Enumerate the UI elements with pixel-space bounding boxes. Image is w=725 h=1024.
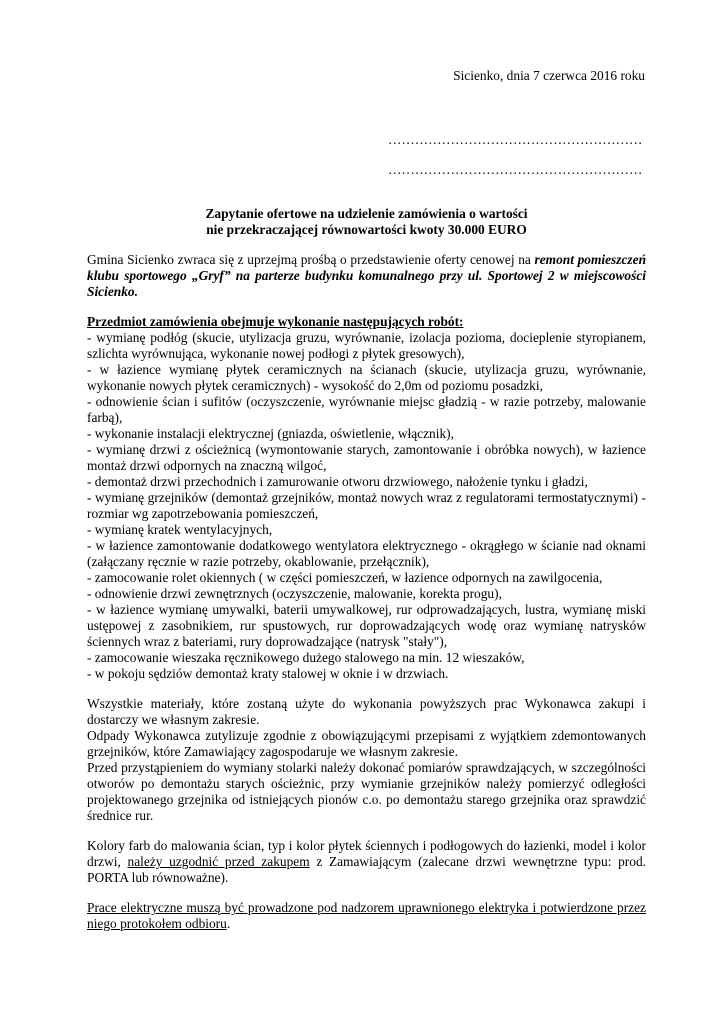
scope-line: - odnowienie drzwi zewnętrznych (oczyszczenie, malowanie, korekta progu),	[87, 586, 502, 601]
colors-line-1: Kolory farb do malowania ścian, typ i kolor płytek ściennych i podłogowych do łazienki, model i kolor	[87, 838, 646, 853]
electrical-line-2-tail: .	[226, 916, 231, 931]
intro-line-3: Sicienko.	[87, 284, 138, 299]
electrical-line-2-underlined: niego protokołem odbioru	[87, 916, 227, 931]
colors-line-2-start: drzwi,	[87, 854, 128, 869]
intro-line-2: klubu sportowego „Gryf” na parterze budynku komunalnego przy ul. Sportowej 2 w miejscowości	[87, 268, 646, 283]
scope-line: - zamocowanie wieszaka ręcznikowego dużego stalowego na min. 12 wieszaków,	[87, 650, 525, 665]
scope-line: farbą),	[87, 410, 123, 425]
scope-line: wykonanie nowych płytek ceramicznych) - wysokość do 2,0m od poziomu posadzki,	[87, 378, 543, 393]
scope-line: - wymianę kratek wentylacyjnych,	[87, 522, 273, 537]
materials-line: projektowanego grzejnika od istniejących pionów c.o. po demontażu starego grzejnika oraz sprawdzić	[87, 792, 646, 807]
title-line-1: Zapytanie ofertowe na udzielenie zamówienia o wartości	[205, 206, 528, 221]
electrical-line-1: Prace elektryczne muszą być prowadzone pod nadzorem uprawnionego elektryka i potwierdzone przez	[87, 900, 646, 915]
materials-line: Wszystkie materiały, które zostaną użyte do wykonania powyższych prac Wykonawca zakupi i	[87, 696, 646, 711]
materials-line: Odpady Wykonawca zutylizuje zgodnie z obowiązującymi przepisami z wyjątkiem zdemontowanych	[87, 728, 646, 743]
scope-line: szlichta wyrównująca, wykonanie nowej podłogi z płytek gresowych),	[87, 346, 465, 361]
scope-line: - w łazience wymianę umywalki, baterii umywalkowej, rur odprowadzających, lustra, wymianę miski	[87, 602, 646, 617]
scope-line: - wymianę grzejników (demontaż grzejników, montaż nowych wraz z regulatorami termostatycznymi) -	[87, 490, 646, 505]
colors-line-3: PORTA lub równoważne).	[87, 870, 229, 885]
scope-line: ściennych wraz z bateriami, rury doprowadzające (natrysk "stały"),	[87, 634, 448, 649]
intro-line-1-plain: Gmina Sicienko zwraca się z uprzejmą prośbą o przedstawienie oferty cenowej na	[87, 252, 535, 267]
materials-line: średnice rur.	[87, 808, 154, 823]
colors-line-2-end: z Zamawiającym (zalecane drzwi wewnętrzne typu: prod.	[309, 854, 646, 869]
colors-line-2-underlined: należy uzgodnić przed zakupem	[127, 854, 310, 869]
scope-line: - wykonanie instalacji elektrycznej (gniazda, oświetlenie, włącznik),	[87, 426, 454, 441]
materials-line: grzejników, które Zamawiający zagospodaruje we własnym zakresie.	[87, 744, 458, 759]
scope-line: - w łazience zamontowanie dodatkowego wentylatora elektrycznego - okrągłego w ścianie nad oknami	[87, 538, 646, 553]
materials-line: Przed przystąpieniem do wymiany stolarki należy dokonać pomiarów sprawdzających, w szczególności	[87, 760, 646, 775]
scope-line: - wymianę podłóg (skucie, utylizacja gruzu, wyrównanie, izolacja pozioma, docieplenie styropianem,	[87, 330, 646, 345]
scope-line: - w pokoju sędziów demontaż kraty stalowej w oknie i w drzwiach.	[87, 666, 449, 681]
scope-line: (załączany ręcznie w razie potrzeby, okablowanie, przełącznik),	[87, 554, 430, 569]
title-line-2: nie przekraczającej równowartości kwoty 30.000 EURO	[206, 222, 527, 237]
materials-line: dostarczy we własnym zakresie.	[87, 712, 260, 727]
scope-line: ustępowej z zasobnikiem, rur spustowych, rur doprowadzających wodę oraz wymianę natrysków	[87, 618, 646, 633]
scope-line: montaż drzwi odpornych na znaczną wilgoć,	[87, 458, 327, 473]
colors-line-2	[87, 854, 646, 870]
scope-line: - demontaż drzwi przechodnich i zamurowanie otworu drzwiowego, nałożenie tynku i gładzi,	[87, 474, 588, 489]
electrical-line-2	[87, 916, 230, 932]
date-line: Sicienko, dnia 7 czerwca 2016 roku	[453, 68, 645, 83]
intro-line-1	[87, 252, 646, 268]
scope-heading: Przedmiot zamówienia obejmuje wykonanie następujących robót:	[87, 314, 464, 329]
addressee-line-2: …………………………………………………	[388, 162, 643, 177]
scope-line: - w łazience wymianę płytek ceramicznych na ścianach (skucie, utylizacja gruzu, wyrównanie,	[87, 362, 646, 377]
intro-line-1-emphasis: remont pomieszczeń	[534, 252, 647, 267]
addressee-line-1: …………………………………………………	[388, 132, 643, 147]
scope-line: - zamocowanie rolet okiennych ( w części pomieszczeń, w łazience odpornych na zawilgocenia,	[87, 570, 603, 585]
scope-line: - wymianę drzwi z ościeżnicą (wymontowanie starych, zamontowanie i obróbka nowych), w łazience	[87, 442, 646, 457]
materials-line: otworów po demontażu starych ościeżnic, przy wymianie grzejników należy pomierzyć odległości	[87, 776, 646, 791]
scope-line: rozmiar wg zapotrzebowania pomieszczeń,	[87, 506, 319, 521]
scope-line: - odnowienie ścian i sufitów (oczyszczenie, wyrównanie miejsc gładzią - w razie potrzeby, malowanie	[87, 394, 646, 409]
